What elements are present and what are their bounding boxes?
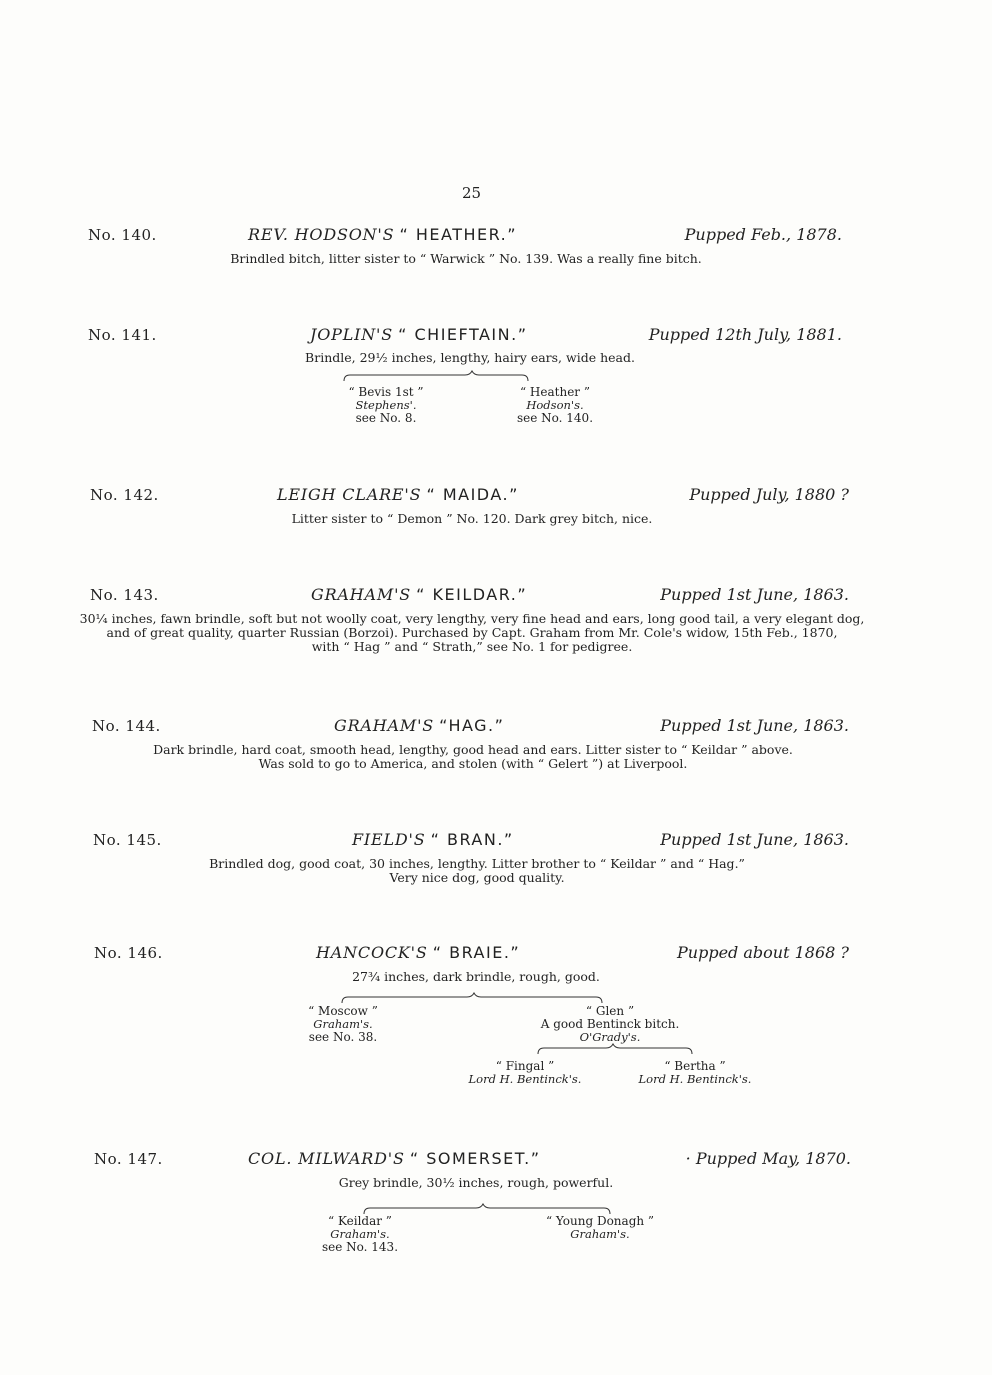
sire-name: “ Moscow ” bbox=[308, 1004, 378, 1018]
entry-number: No. 141. bbox=[88, 326, 157, 344]
description: Brindled bitch, litter sister to “ Warwick ” No. 139. Was a really fine bitch. bbox=[230, 251, 702, 266]
owner-name: REV. HODSON'S bbox=[248, 225, 395, 244]
pupped-date: Pupped July, 1880 ? bbox=[689, 485, 849, 504]
dam-sire-name: “ Fingal ” bbox=[495, 1059, 555, 1073]
entry-number: No. 146. bbox=[94, 944, 163, 962]
pedigree-sire bbox=[300, 1215, 420, 1254]
description-line: 30¼ inches, fawn brindle, soft but not woolly coat, very lengthy, very fine head and ears, long good tail, a very elegant dog, bbox=[79, 611, 865, 626]
entry-number: No. 147. bbox=[94, 1150, 163, 1168]
owner-name: COL. MILWARD'S bbox=[248, 1149, 405, 1168]
sire-ref: see No. 143. bbox=[321, 1239, 399, 1254]
pupped-date: Pupped 1st June, 1863. bbox=[660, 830, 849, 849]
sire-owner: Graham's. bbox=[330, 1227, 390, 1242]
dam-owner: Graham's. bbox=[570, 1227, 630, 1242]
dam-ref: see No. 140. bbox=[516, 410, 594, 425]
description-line: Brindled dog, good coat, 30 inches, lengthy. Litter brother to “ Keildar ” and “ Hag.” bbox=[209, 856, 745, 871]
owner-name: JOPLIN'S bbox=[310, 325, 394, 344]
description-line: Very nice dog, good quality. bbox=[389, 869, 565, 885]
dog-name: “HAG.” bbox=[439, 716, 505, 735]
dog-name: “ BRAIE.” bbox=[432, 943, 521, 962]
dam-owner: O'Grady's. bbox=[579, 1030, 641, 1045]
sire-owner: Graham's. bbox=[313, 1017, 373, 1032]
dam-name: “ Glen ” bbox=[585, 1004, 635, 1018]
dog-name: “ BRAN.” bbox=[430, 830, 514, 849]
pupped-date: Pupped 12th July, 1881. bbox=[648, 325, 842, 344]
owner-name: HANCOCK'S bbox=[316, 943, 428, 962]
pedigree-dam bbox=[525, 1215, 675, 1241]
sire-ref: see No. 8. bbox=[355, 410, 417, 425]
description-line: Was sold to go to America, and stolen (with “ Gelert ”) at Liverpool. bbox=[258, 755, 688, 771]
dam-name: “ Heather ” bbox=[519, 385, 590, 399]
sire-ref: see No. 38. bbox=[308, 1029, 378, 1044]
description: Grey brindle, 30½ inches, rough, powerful. bbox=[338, 1175, 614, 1190]
entry-number: No. 143. bbox=[90, 586, 159, 604]
pupped-date: Pupped 1st June, 1863. bbox=[660, 716, 849, 735]
dog-name: “ KEILDAR.” bbox=[416, 585, 528, 604]
description-line: with “ Hag ” and “ Strath,” see No. 1 for pedigree. bbox=[311, 638, 633, 654]
description: Brindle, 29½ inches, lengthy, hairy ears, wide head. bbox=[305, 350, 635, 365]
dam-dam-owner: Lord H. Bentinck's. bbox=[638, 1072, 752, 1087]
owner-name: FIELD'S bbox=[352, 830, 426, 849]
description: Litter sister to “ Demon ” No. 120. Dark grey bitch, nice. bbox=[291, 511, 653, 526]
dam-owner: Hodson's. bbox=[526, 398, 584, 413]
entry-number: No. 142. bbox=[90, 486, 159, 504]
entry-number: No. 145. bbox=[93, 831, 162, 849]
dam-sire-owner: Lord H. Bentinck's. bbox=[468, 1072, 582, 1087]
owner-name: LEIGH CLARE'S bbox=[277, 485, 422, 504]
sire-name: “ Keildar ” bbox=[328, 1214, 392, 1228]
sire-owner: Stephens'. bbox=[355, 398, 417, 413]
dog-name: “ MAIDA.” bbox=[426, 485, 519, 504]
pupped-date: Pupped 1st June, 1863. bbox=[660, 585, 849, 604]
description-line: Dark brindle, hard coat, smooth head, lengthy, good head and ears. Litter sister to “ Keildar ” above. bbox=[153, 742, 793, 757]
description-line: and of great quality, quarter Russian (Borzoi). Purchased by Capt. Graham from Mr. Cole's widow, 15th Feb., 1870, bbox=[106, 624, 838, 640]
description: 27¾ inches, dark brindle, rough, good. bbox=[352, 969, 600, 984]
pupped-date: · Pupped May, 1870. bbox=[685, 1149, 851, 1168]
owner-name: GRAHAM'S bbox=[311, 585, 412, 604]
dam-note: A good Bentinck bitch. bbox=[540, 1017, 680, 1032]
entry-number: No. 140. bbox=[88, 226, 157, 244]
pupped-date: Pupped about 1868 ? bbox=[677, 943, 849, 962]
dog-name: “ CHIEFTAIN.” bbox=[398, 325, 528, 344]
dog-name: “ HEATHER.” bbox=[399, 225, 518, 244]
dam-name: “ Young Donagh ” bbox=[545, 1214, 655, 1228]
entry-number: No. 144. bbox=[92, 717, 161, 735]
owner-name: GRAHAM'S bbox=[334, 716, 435, 735]
pupped-date: Pupped Feb., 1878. bbox=[684, 225, 842, 244]
sire-name: “ Bevis 1st ” bbox=[348, 385, 424, 399]
page-number: 25 bbox=[462, 184, 482, 202]
dam-dam-name: “ Bertha ” bbox=[664, 1059, 726, 1073]
dog-name: “ SOMERSET.” bbox=[409, 1149, 541, 1168]
